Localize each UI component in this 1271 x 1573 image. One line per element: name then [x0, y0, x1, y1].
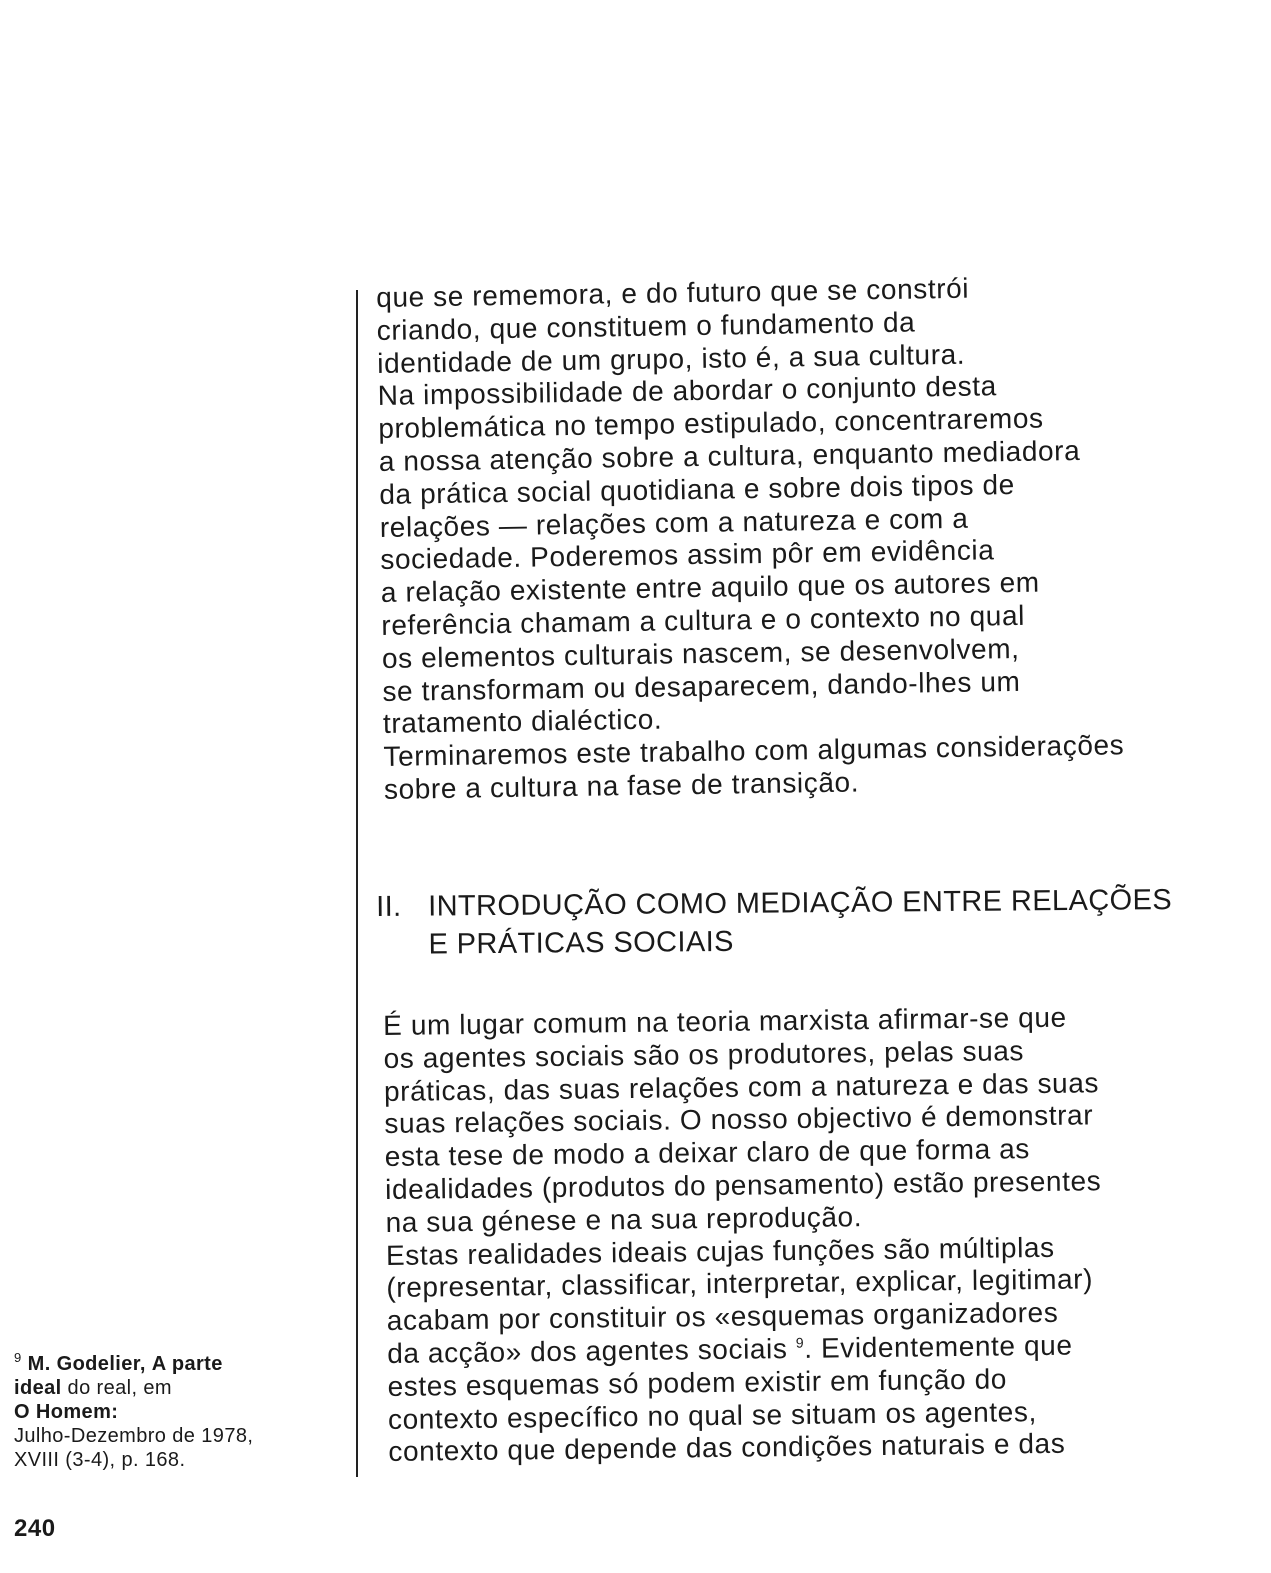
text-line: os agentes sociais são os produtores, pelas suas	[383, 1034, 1025, 1074]
text-line: sobre a cultura na fase de transição.	[383, 766, 860, 805]
footnote-volume: XVIII (3-4), p. 168.	[14, 1449, 186, 1471]
paragraph-section	[383, 999, 1249, 1469]
text-line: estes esquemas só podem existir em função do	[387, 1363, 1008, 1402]
text-line: que se rememora, e do futuro que se constrói	[376, 272, 970, 313]
text-line: na sua génese e na sua reprodução.	[385, 1200, 863, 1238]
footnote	[14, 1352, 344, 1472]
text-line: (representar, classificar, interpretar, explicar, legitimar)	[386, 1263, 1094, 1304]
footnote-journal: O Homem:	[14, 1401, 119, 1423]
text-line: Terminaremos este trabalho com algumas considerações	[383, 729, 1125, 773]
text-fragment: da acção» dos agentes sociais	[387, 1333, 788, 1369]
text-line: problemática no tempo estipulado, concentraremos	[378, 402, 1044, 445]
footnote-marker: 9	[14, 1350, 22, 1366]
text-line: a nossa atenção sobre a cultura, enquanto mediadora	[378, 434, 1081, 477]
text-line: da prática social quotidiana e sobre dois tipos de	[379, 468, 1015, 510]
footnote-title: A parte	[151, 1353, 223, 1375]
text-line: a relação existente entre aquilo que os autores em	[380, 566, 1040, 609]
text-line: referência chamam a cultura e o contexto no qual	[381, 599, 1026, 641]
text-line: idealidades (produtos do pensamento) estão presentes	[385, 1165, 1102, 1205]
section-number: II.	[376, 890, 402, 923]
section-heading	[376, 880, 1237, 964]
footnote-text: do real, em	[67, 1377, 172, 1399]
text-line: Na impossibilidade de abordar o conjunto desta	[377, 370, 998, 412]
footnote-reference: 9	[795, 1334, 805, 1351]
text-line: identidade de um grupo, isto é, a sua cultura.	[377, 338, 966, 379]
text-line: tratamento dialéctico.	[382, 703, 663, 740]
footnote-line	[14, 1376, 344, 1400]
heading-text: INTRODUÇÃO COMO MEDIAÇÃO ENTRE RELAÇÕES	[428, 884, 1173, 923]
heading-line-2: E PRÁTICAS SOCIAIS	[428, 925, 734, 961]
text-line: É um lugar comum na teoria marxista afirmar-se que	[383, 1001, 1067, 1041]
heading-line-1	[376, 880, 1236, 926]
paragraph-intro	[376, 268, 1244, 806]
text-line: os elementos culturais nascem, se desenvolvem,	[381, 632, 1020, 674]
text-line: se transformam ou desaparecem, dando-lhes um	[382, 665, 1021, 707]
text-line: contexto específico no qual se situam os agentes,	[387, 1395, 1038, 1435]
margin-rule	[356, 290, 358, 1477]
footnote-author: M. Godelier,	[27, 1353, 146, 1375]
text-line: Estas realidades ideais cujas funções são múltiplas	[385, 1231, 1055, 1271]
text-line: contexto que depende das condições naturais e das	[388, 1428, 1066, 1468]
text-line: acabam por constituir os «esquemas organizadores	[386, 1296, 1059, 1337]
page-number: 240	[14, 1515, 56, 1542]
text-line: relações — relações com a natureza e com a	[379, 502, 969, 543]
footnote-line	[14, 1352, 344, 1376]
footnote-title: ideal	[14, 1377, 62, 1399]
footnote-date: Julho-Dezembro de 1978,	[14, 1425, 254, 1447]
text-line: sociedade. Poderemos assim pôr em evidência	[380, 534, 995, 576]
text-line: práticas, das suas relações com a natureza e das suas	[383, 1066, 1100, 1107]
text-line: criando, que constituem o fundamento da	[376, 306, 916, 346]
text-line: esta tese de modo a deixar claro de que forma as	[384, 1133, 1031, 1173]
text-fragment: . Evidentemente que	[804, 1329, 1073, 1364]
text-line: suas relações sociais. O nosso objectivo é demonstrar	[384, 1099, 1094, 1140]
